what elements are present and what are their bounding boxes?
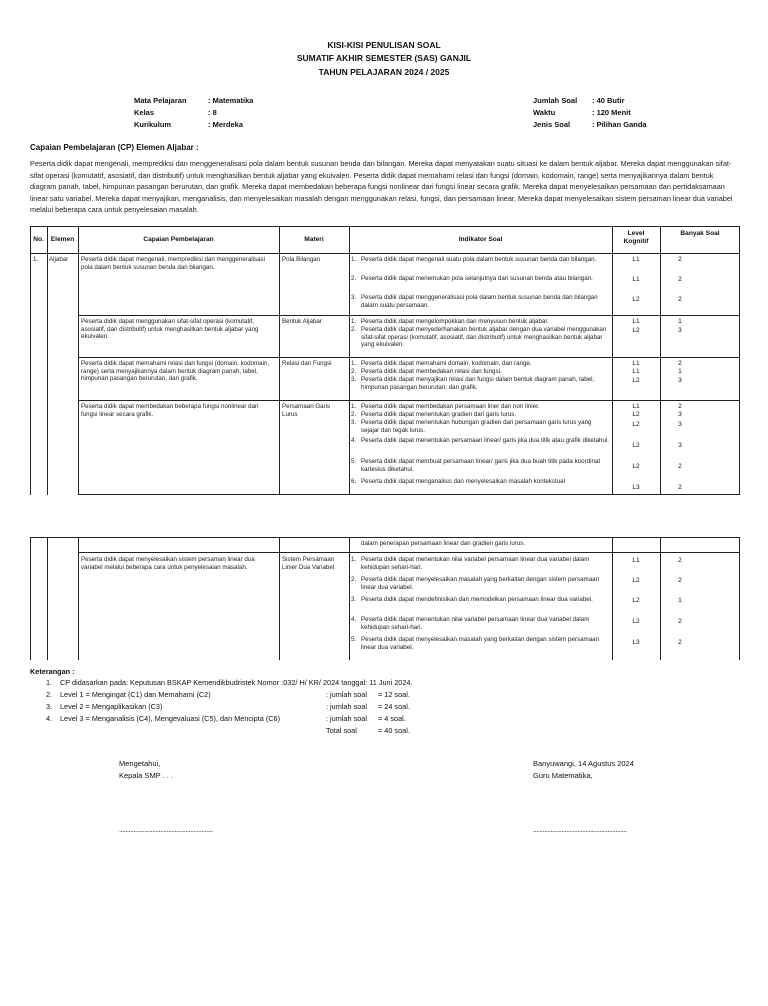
count-cell: 3 [678, 377, 682, 384]
indicator-number: 6. [351, 478, 357, 485]
indicator-number: 4. [351, 437, 357, 444]
meta-value: : 40 Butir [592, 96, 625, 105]
count-cell: 2 [678, 360, 682, 367]
level-cell: L1 [632, 557, 640, 564]
meta-label: Kelas [134, 108, 155, 117]
count-cell: 3 [678, 442, 682, 449]
indicator-number: 1. [351, 360, 357, 367]
count-cell: 3 [678, 421, 682, 428]
notes-section [30, 666, 75, 677]
note-label: : jumlah soal [326, 714, 367, 723]
note-number: 4. [46, 714, 53, 723]
indicator-number: 2. [351, 275, 357, 282]
note-label: : jumlah soal [326, 690, 367, 699]
indicator-item [351, 478, 610, 486]
meta-value: : Matematika [208, 96, 254, 105]
cp-cell: Peserta didik dapat menyelesaikan sistem persaman linear dua variabel melalui beberapa cara untuk penyelesaian masalah. [81, 556, 255, 571]
meta-value: : 8 [208, 108, 217, 117]
indicator-continuation: dalam penerapan persamaan linear dan gradien garis lurus. [361, 540, 526, 547]
indicator-text: Peserta didik dapat menentukan nilai variabel persamaan linear dua variabel dalam kehidupan sehari-hari. [361, 556, 590, 571]
indicator-number: 5. [351, 458, 357, 465]
notes-title: Keterangan : [30, 667, 75, 676]
signature-left-line1: Mengetahui, [119, 759, 161, 768]
doc-title-line3: TAHUN PELAJARAN 2024 / 2025 [318, 67, 450, 77]
indicator-item [351, 326, 610, 349]
indicator-item [351, 256, 610, 275]
indicator-item [351, 318, 610, 326]
header-no: No. [33, 236, 44, 243]
meta-left-labels [134, 95, 187, 131]
count-cell: 2 [678, 577, 682, 584]
indicator-item [351, 419, 610, 437]
note-number: 1. [46, 678, 53, 687]
doc-title-line2: SUMATIF AKHIR SEMESTER (SAS) GANJIL [296, 53, 472, 63]
note-text: Level 2 = Mengaplikasikan (C3) [60, 702, 163, 711]
materi-cell: Relasi dan Fungsi [282, 360, 332, 367]
meta-right-values [592, 95, 647, 131]
count-cell: 1 [678, 597, 682, 604]
note-value: = 24 soal. [378, 702, 410, 711]
level-cell: L1 [632, 256, 640, 263]
indicator-number: 2. [351, 368, 357, 375]
materi-cell: Persamaan Garis Lurus [282, 403, 331, 418]
count-cell: 1 [678, 318, 682, 325]
total-value: = 40 soal. [378, 726, 410, 735]
meta-label: Jenis Soal [533, 120, 571, 129]
note-text: Level 1 = Mengingat (C1) dan Memahami (C2) [60, 690, 211, 699]
indicator-text: Peserta didik dapat mendefinisikan dan memodelkan persamaan linear dua variabel. [361, 596, 593, 603]
indicator-number: 2. [351, 576, 357, 583]
row-number: 1. [33, 256, 39, 263]
meta-value: : Pilihan Ganda [592, 120, 647, 129]
level-cell: L2 [632, 421, 640, 428]
level-cell: L3 [632, 484, 640, 491]
meta-label: Jumlah Soal [533, 96, 578, 105]
meta-label: Mata Pelajaran [134, 96, 187, 105]
header-materi: Materi [304, 236, 324, 243]
cp-cell: Peserta didik dapat menggunakan sifat-sifat operasi (komutatif, asosiatif, dan distributif) untuk menghasilkan bentuk aljabar yang ekuivalen. [81, 318, 259, 341]
note-number: 2. [46, 690, 53, 699]
level-cell: L2 [632, 411, 640, 418]
count-cell: 2 [678, 484, 682, 491]
meta-value: : 120 Menit [592, 108, 631, 117]
signature-right-dots: ........................................................... [533, 825, 627, 834]
indicator-item [351, 368, 610, 376]
cp-paragraph: Peserta didik dapat mengenali, memprediksi dan menggeneralisasi pola dalam bentuk susunan benda dan bilangan. Mereka dapat menyatakan suatu situasi ke dalam bentuk aljabar. Mereka dapat menggunakan sifat-sifat operasi (komutatif, asosiatif, dan distributif) untuk menghasilkan bentuk aljabar yang ekuivalen. Peserta didik dapat memahami relasi dan fungsi (domain, kodomain, range) serta menyajikannya dalam bentuk diagram panah, tabel, himpunan pasangan berurutan, dan grafik. Mereka dapat membedakan beberapa fungsi nonlinear dari fungsi linear secara grafik. Mereka dapat menyelesaikan persamaan dan pertidaksamaan linear satu variabel. Mereka dapat menyajikan, menganalisis, dan menyelesaikan masalah dengan menggunakan relasi, fungsi, dan persamaan linear. Mereka dapat menyelesaikan sistem persaman linear dua variabel melalui beberapa cara untuk penyelesaian masalah. [30, 159, 733, 215]
level-cell: L2 [632, 296, 640, 303]
indicator-text: Peserta didik dapat membedakan relasi dan fungsi. [361, 368, 502, 375]
note-label: : jumlah soal [326, 702, 367, 711]
indicator-item [351, 275, 610, 294]
indicator-item [351, 376, 610, 391]
indicator-number: 1. [351, 403, 357, 410]
total-label: Total soal [326, 726, 357, 735]
materi-cell: Sistem Persamaan Linier Dua Variabel [282, 556, 335, 571]
count-cell: 3 [678, 327, 682, 334]
indicator-text: Peserta didik dapat menyelesaikan masalah yang berkaitan dengan sistem persamaan linear dua variabel. [361, 576, 600, 591]
level-cell: L2 [632, 442, 640, 449]
indicator-list [351, 556, 610, 651]
indicator-number: 1. [351, 318, 357, 325]
meta-label: Kurikulum [134, 120, 172, 129]
cp-cell: Peserta didik dapat memahami relasi dan fungsi (domain, kodomain, range) serta menyajikannya dalam bentuk diagram panah, tabel, himpunan pasangan berurutan, dan grafik. [81, 360, 270, 383]
indicator-item [351, 616, 610, 636]
indicator-list [351, 403, 610, 486]
indicator-list [351, 360, 610, 391]
level-cell: L1 [632, 276, 640, 283]
indicator-text: Peserta didik dapat menentukan persamaan linear/ garis jika dua titik atau grafik diketahui. [361, 437, 609, 444]
indicator-text: Peserta didik dapat menyederhanakan bentuk aljabar dengan dua variabel menggunakan sifat-sifat operasi (komutatif, asosiatif, dan distributif) untuk menghasilkan bentuk aljabar yang ekuivalen. [361, 326, 607, 349]
signature-right [533, 758, 634, 782]
indicator-number: 2. [351, 411, 357, 418]
level-cell: L2 [632, 618, 640, 625]
count-cell: 2 [678, 618, 682, 625]
indicator-number: 3. [351, 419, 357, 426]
indicator-number: 1. [351, 256, 357, 263]
signature-left-dots: ........................................................... [119, 825, 213, 834]
materi-cell: Bentuk Aljabar [282, 318, 322, 325]
signature-left [119, 758, 173, 782]
indicator-number: 3. [351, 376, 357, 383]
level-cell: L1 [632, 403, 640, 410]
indicator-text: Peserta didik dapat menentukan hubungan gradien dari persamaan garis lurus yang sejajar dan tegak lurus. [361, 419, 592, 434]
meta-right-labels [533, 95, 577, 131]
header-level: Level Kognitif [623, 230, 649, 245]
count-cell: 2 [678, 256, 682, 263]
level-cell: L3 [632, 639, 640, 646]
header-indikator: Indikator Soal [458, 236, 503, 243]
count-cell: 2 [678, 639, 682, 646]
indicator-text: Peserta didik dapat menentukan gradien dari garis lurus. [361, 411, 517, 418]
materi-cell: Pola Bilangan [282, 256, 321, 263]
level-cell: L1 [632, 360, 640, 367]
level-cell: L1 [632, 318, 640, 325]
count-cell: 2 [678, 463, 682, 470]
indicator-item [351, 458, 610, 478]
level-cell: L2 [632, 327, 640, 334]
indicator-number: 3. [351, 596, 357, 603]
signature-left-line2: Kepala SMP . . . [119, 771, 174, 780]
indicator-number: 5. [351, 636, 357, 643]
cp-cell: Peserta didik dapat mengenali, memprediksi dan menggeneralisasi pola dalam bentuk susunan benda dan bilangan. [81, 256, 266, 271]
note-value: = 12 soal. [378, 690, 410, 699]
level-cell: L2 [632, 577, 640, 584]
indicator-text: Peserta didik dapat menyajikan relasi dan fungsi dalam bentuk diagram panah, tabel, himpunan pasangan berurutan, dan grafik. [361, 376, 595, 391]
indicator-text: Peserta didik dapat membedakan persamaan liner dan non linier. [361, 403, 540, 410]
signature-right-line1: Banyuwangi, 14 Agustus 2024 [533, 759, 634, 768]
indicator-number: 4. [351, 616, 357, 623]
count-cell: 3 [678, 411, 682, 418]
level-cell: L2 [632, 597, 640, 604]
indicator-number: 3. [351, 294, 357, 301]
indicator-text: Peserta didik dapat menemukan pola selanjutnya dari susunan benda atau bilangan. [361, 275, 593, 282]
indicator-text: Peserta didik dapat mengelompokkan dan menyusun bentuk aljabar. [361, 318, 549, 325]
signature-right-line2: Guru Matematika, [533, 771, 593, 780]
cp-cell: Peserta didik dapat membedakan beberapa fungsi nonlinear dari fungsi linear secara grafik. [81, 403, 259, 418]
indicator-item [351, 636, 610, 651]
indicator-text: Peserta didik dapat memahami domain, kodomain, dan range. [361, 360, 532, 367]
indicator-item [351, 411, 610, 419]
count-cell: 2 [678, 403, 682, 410]
indicator-list [351, 318, 610, 349]
header-elemen: Elemen [50, 236, 75, 243]
indicator-item [351, 403, 610, 411]
level-cell: L1 [632, 368, 640, 375]
indicator-number: 2. [351, 326, 357, 333]
indicator-item [351, 596, 610, 616]
count-cell: 2 [678, 557, 682, 564]
header-banyak: Banyak Soal [680, 230, 720, 237]
indicator-item [351, 437, 610, 458]
indicator-text: Peserta didik dapat menganalisis dan menyelesaikan masalah kontekstual [361, 478, 565, 485]
note-number: 3. [46, 702, 53, 711]
indicator-text: Peserta didik dapat menggeneralisasi pola dalam bentuk susunan benda dan bilangan dalam suatu persamaan. [361, 294, 598, 309]
note-text: Level 3 = Menganalisis (C4), Mengevaluasi (C5), dan Mencipta (C6) [60, 714, 281, 723]
meta-label: Waktu [533, 108, 556, 117]
count-cell: 1 [678, 368, 682, 375]
row-elemen: Aljabar [49, 256, 69, 263]
indicator-list [351, 256, 610, 313]
note-value: = 4 soal. [378, 714, 406, 723]
indicator-text: Peserta didik dapat menentukan nilai variabel persamaan linear dua variabel dalam kehidupan sehari-hari. [361, 616, 590, 631]
meta-value: : Merdeka [208, 120, 244, 129]
indicator-text: Peserta didik dapat membuat persamaan linear/ garis jika dua buah titik pada koordinat kartesius diketahui. [361, 458, 601, 473]
doc-title-line1: KISI-KISI PENULISAN SOAL [327, 40, 441, 50]
indicator-text: Peserta didik dapat mengenali suatu pola dalam bentuk susunan benda dan bilangan. [361, 256, 597, 263]
level-cell: L2 [632, 463, 640, 470]
indicator-text: Peserta didik dapat menyelesaikan masalah yang berkaitan dengan sistem persamaan linear dua variabel. [361, 636, 600, 651]
indicator-item [351, 576, 610, 596]
cp-heading: Capaian Pembelajaran (CP) Elemen Aljabar : [30, 143, 199, 152]
indicator-item [351, 294, 610, 313]
indicator-item [351, 556, 610, 576]
meta-left-values [208, 95, 253, 131]
count-cell: 2 [678, 276, 682, 283]
indicator-number: 1. [351, 556, 357, 563]
level-cell: L2 [632, 377, 640, 384]
header-capaian: Capaian Pembelajaran [143, 236, 214, 243]
note-text: CP didasarkan pada: Keputusan BSKAP Kemendikbudristek Nomor :032/ H/ KR/ 2024 tanggal: 11 Juni 2024. [60, 678, 413, 687]
indicator-item [351, 360, 610, 368]
count-cell: 2 [678, 296, 682, 303]
